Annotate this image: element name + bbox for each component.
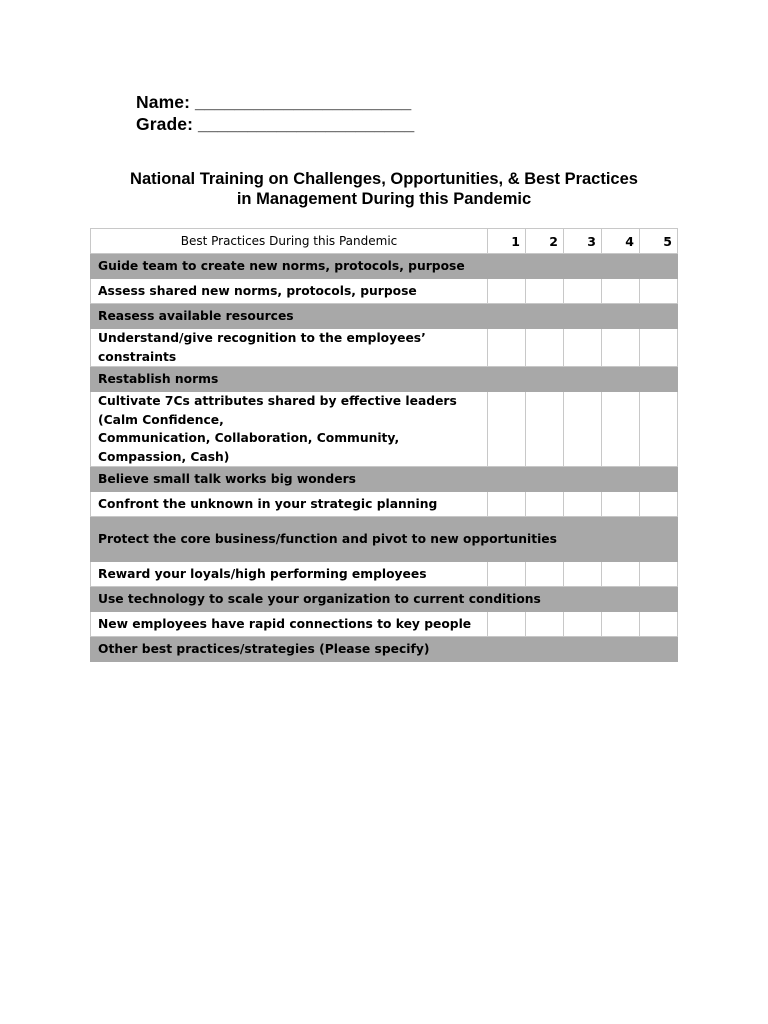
table-row: [91, 392, 678, 467]
rating-cell-1[interactable]: [488, 562, 526, 587]
practice-label: Protect the core business/function and pivot to new opportunities: [91, 517, 678, 562]
grade-label: Grade:: [136, 114, 194, 134]
rating-cell-5[interactable]: [640, 279, 678, 304]
rating-cell-4[interactable]: [602, 492, 640, 517]
table-row: [91, 612, 678, 637]
rating-cell-5[interactable]: [640, 329, 678, 367]
best-practices-rating-table: [90, 228, 678, 662]
practice-label: Cultivate 7Cs attributes shared by effective leaders (Calm Confidence, Communication, Collaboration, Community, Compassion, Cash): [91, 392, 488, 467]
rating-cell-5[interactable]: [640, 492, 678, 517]
table-row: [91, 329, 678, 367]
table-row: [91, 367, 678, 392]
rating-cell-3[interactable]: [564, 392, 602, 467]
table-row: [91, 254, 678, 279]
scale-header-2: 2: [526, 229, 564, 254]
table-row: [91, 562, 678, 587]
rating-cell-3[interactable]: [564, 279, 602, 304]
rating-cell-1[interactable]: [488, 329, 526, 367]
practice-label: Restablish norms: [91, 367, 678, 392]
rating-cell-3[interactable]: [564, 329, 602, 367]
name-label: Name:: [136, 92, 190, 112]
rating-cell-1[interactable]: [488, 279, 526, 304]
rating-cell-2[interactable]: [526, 612, 564, 637]
rating-cell-1[interactable]: [488, 392, 526, 467]
table-row: [91, 304, 678, 329]
document-title: [90, 169, 678, 209]
table-row: [91, 467, 678, 492]
practice-label: Understand/give recognition to the employees’ constraints: [91, 329, 488, 367]
rating-cell-4[interactable]: [602, 612, 640, 637]
practice-label: Use technology to scale your organization to current conditions: [91, 587, 678, 612]
practice-label: Assess shared new norms, protocols, purpose: [91, 279, 488, 304]
rating-cell-1[interactable]: [488, 492, 526, 517]
table-row: [91, 587, 678, 612]
table-row: [91, 637, 678, 662]
rating-cell-2[interactable]: [526, 279, 564, 304]
practice-label: New employees have rapid connections to key people: [91, 612, 488, 637]
rating-cell-5[interactable]: [640, 392, 678, 467]
rating-cell-4[interactable]: [602, 392, 640, 467]
table-row: [91, 492, 678, 517]
grade-field[interactable]: [136, 114, 414, 135]
name-blank-line[interactable]: ______________________: [194, 92, 412, 112]
table-row: [91, 279, 678, 304]
table-header-label: Best Practices During this Pandemic: [91, 229, 488, 254]
scale-header-5: 5: [640, 229, 678, 254]
rating-cell-5[interactable]: [640, 612, 678, 637]
rating-cell-3[interactable]: [564, 492, 602, 517]
scale-header-4: 4: [602, 229, 640, 254]
practice-label: Guide team to create new norms, protocols, purpose: [91, 254, 678, 279]
rating-cell-3[interactable]: [564, 562, 602, 587]
rating-cell-4[interactable]: [602, 562, 640, 587]
table-row: [91, 517, 678, 562]
practice-label: Confront the unknown in your strategic planning: [91, 492, 488, 517]
rating-cell-2[interactable]: [526, 562, 564, 587]
rating-cell-4[interactable]: [602, 279, 640, 304]
title-line-1: National Training on Challenges, Opportunities, & Best Practices: [130, 170, 638, 188]
rating-cell-4[interactable]: [602, 329, 640, 367]
rating-cell-5[interactable]: [640, 562, 678, 587]
rating-cell-2[interactable]: [526, 329, 564, 367]
name-field[interactable]: [136, 92, 411, 113]
practice-label: Believe small talk works big wonders: [91, 467, 678, 492]
rating-cell-1[interactable]: [488, 612, 526, 637]
practice-label: Reward your loyals/high performing employees: [91, 562, 488, 587]
title-line-2: in Management During this Pandemic: [236, 190, 532, 208]
rating-cell-2[interactable]: [526, 392, 564, 467]
scale-header-3: 3: [564, 229, 602, 254]
practice-label: Reasess available resources: [91, 304, 678, 329]
practice-label: Other best practices/strategies (Please specify): [91, 637, 678, 662]
rating-cell-2[interactable]: [526, 492, 564, 517]
rating-cell-3[interactable]: [564, 612, 602, 637]
grade-blank-line[interactable]: ______________________: [197, 114, 415, 134]
scale-header-1: 1: [488, 229, 526, 254]
table-header-row: [91, 229, 678, 254]
